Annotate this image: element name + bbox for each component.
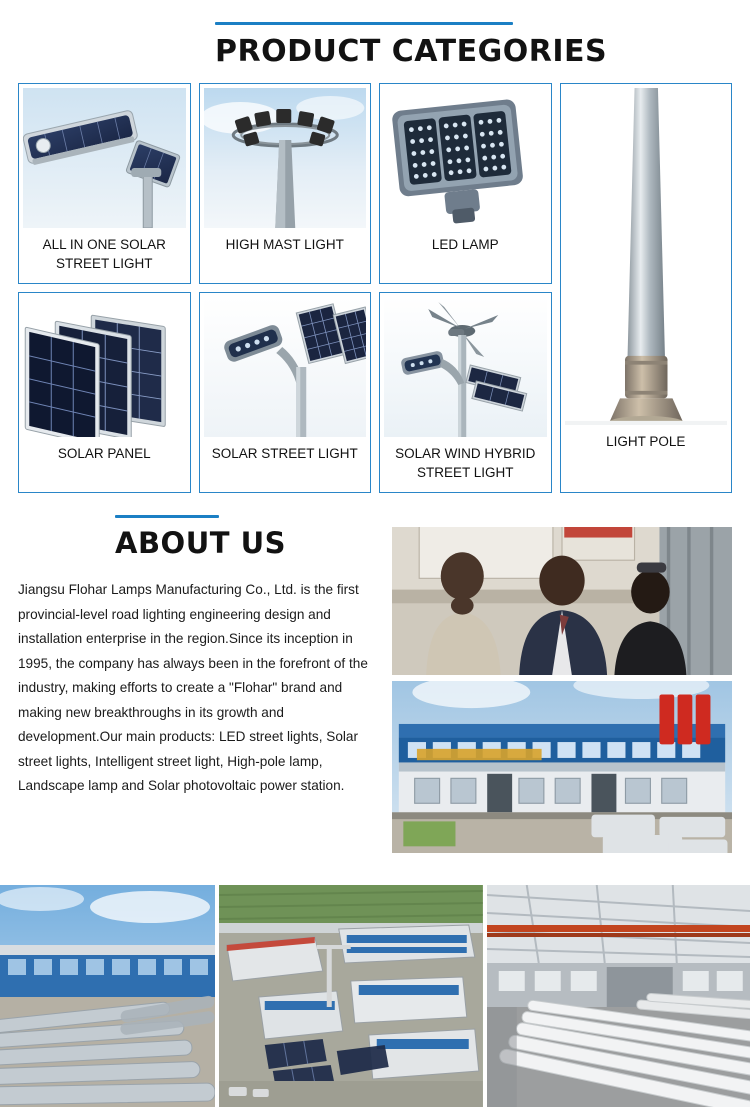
product-card-label: LED LAMP [431,237,499,252]
product-card-label: ALL IN ONE SOLAR STREET LIGHT [42,237,166,271]
high-mast-light-photo [204,88,367,228]
product-category-grid [18,83,732,493]
all-in-one-solar-street-light-photo [23,88,186,228]
product-card-led-lamp[interactable] [379,83,552,284]
solar-street-light-photo [204,297,367,437]
light-pole-photo [565,88,728,425]
about-us-title: ABOUT US [115,526,287,560]
product-card-solar-panel[interactable] [18,292,191,493]
heading-rule [115,515,219,518]
product-categories-heading [215,22,732,70]
product-card-label: HIGH MAST LIGHT [225,237,344,252]
product-card-light-pole[interactable] [560,83,733,493]
product-card-label: SOLAR PANEL [57,446,151,461]
bottom-photo-strip [0,885,750,1107]
solar-panel-photo [23,297,186,437]
led-lamp-photo [384,88,547,228]
about-us-photo-column [392,515,732,853]
product-card-high-mast-light[interactable] [199,83,372,284]
workshop-interior-photo [487,885,750,1107]
pole-stack-yard-photo [0,885,215,1107]
about-us-text-column [18,515,378,853]
product-card-solar-wind-hybrid-street-light[interactable] [379,292,552,493]
product-card-all-in-one-solar-street-light[interactable] [18,83,191,284]
product-card-label: SOLAR WIND HYBRID STREET LIGHT [395,446,536,480]
about-us-body: Jiangsu Flohar Lamps Manufacturing Co., Ltd. is the first provincial-level road lighting engineering design and installation enterprise in the region.Since its inception in 1995, the company has always been in the forefront of the industry, making efforts to create a "Flohar" brand and making new breakthroughs in its growth and development.Our main products: LED street lights, Solar street lights, Intelligent street light, High-pole lamp, Landscape lamp and Solar photovoltaic power station. [18,582,368,793]
meeting-with-clients-photo [392,527,732,675]
solar-wind-hybrid-street-light-photo [384,297,547,437]
about-us-section [0,493,750,853]
heading-rule [215,22,513,25]
product-card-label: SOLAR STREET LIGHT [211,446,358,461]
about-us-heading [18,515,378,560]
product-card-solar-street-light[interactable] [199,292,372,493]
product-card-label: LIGHT POLE [606,434,686,449]
page-title: PRODUCT CATEGORIES [215,34,608,69]
factory-aerial-view-photo [219,885,483,1107]
factory-building-photo [392,681,732,853]
product-categories-section [0,0,750,493]
